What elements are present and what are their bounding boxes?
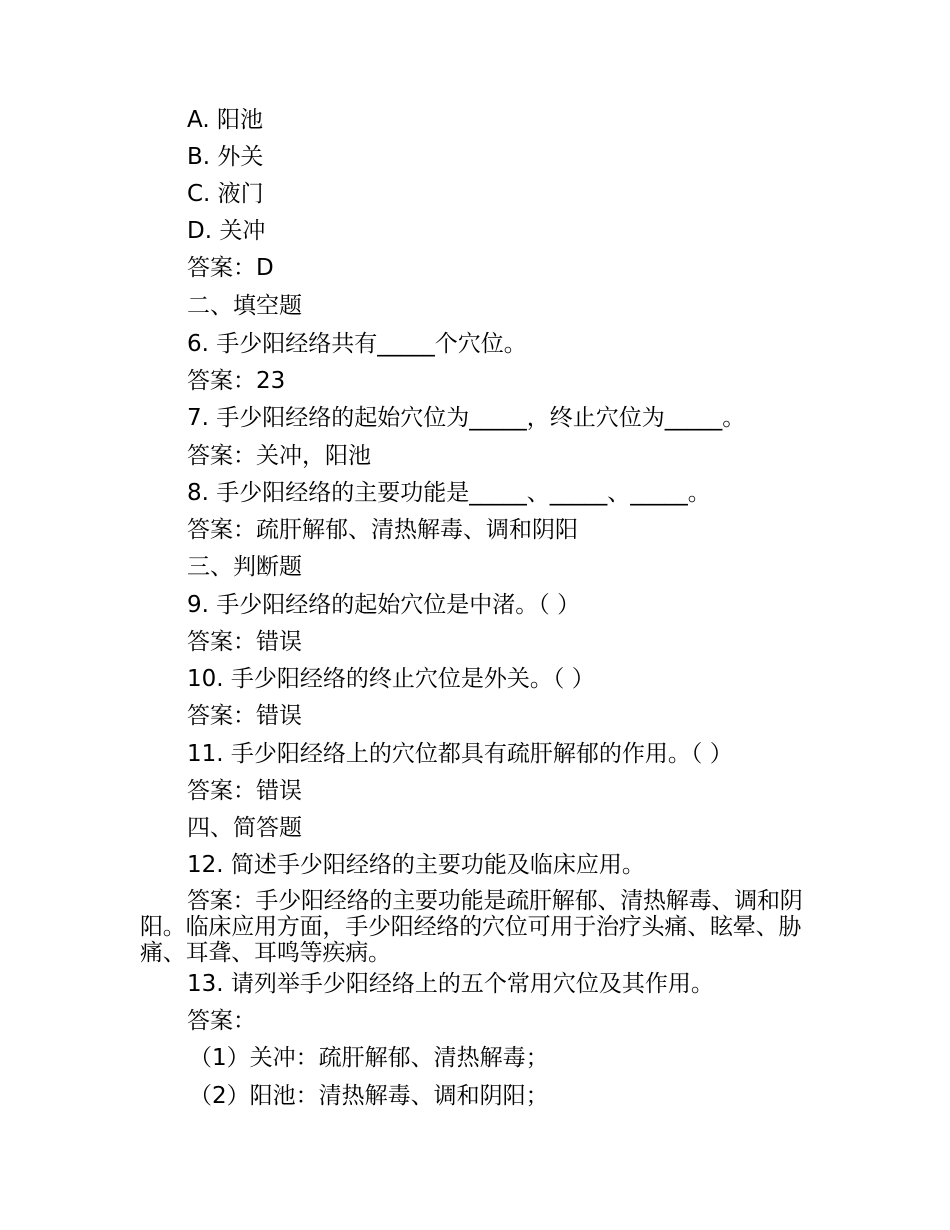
answer-5: 答案：D [187,255,274,281]
option-c: C. 液门 [187,181,264,207]
question-6: 6. 手少阳经络共有_____个穴位。 [187,331,527,357]
answer-6: 答案：23 [187,368,286,394]
answer-13-item-2: （2）阳池：清热解毒、调和阴阳； [189,1083,549,1109]
answer-7: 答案：关冲，阳池 [187,443,371,469]
section-heading-short-answer: 四、简答题 [187,815,302,841]
answer-10: 答案：错误 [187,703,302,729]
question-9: 9. 手少阳经络的起始穴位是中渚。（ ） [187,592,581,618]
answer-9: 答案：错误 [187,629,302,655]
answer-11: 答案：错误 [187,778,302,804]
answer-8: 答案：疏肝解郁、清热解毒、调和阴阳 [187,517,578,543]
option-d: D. 关冲 [187,218,266,244]
section-heading-true-false: 三、判断题 [187,554,302,580]
section-heading-fill-blank: 二、填空题 [187,293,302,319]
question-7: 7. 手少阳经络的起始穴位为_____，终止穴位为_____。 [187,405,746,431]
answer-13-item-1: （1）关冲：疏肝解郁、清热解毒； [189,1045,549,1071]
question-11: 11. 手少阳经络上的穴位都具有疏肝解郁的作用。（ ） [187,741,733,767]
option-b: B. 外关 [187,144,264,170]
question-10: 10. 手少阳经络的终止穴位是外关。（ ） [187,666,595,692]
question-12: 12. 简述手少阳经络的主要功能及临床应用。 [187,852,645,878]
question-8: 8. 手少阳经络的主要功能是_____、_____、_____。 [187,480,711,506]
answer-13-label: 答案： [187,1008,256,1034]
question-13: 13. 请列举手少阳经络上的五个常用穴位及其作用。 [187,971,714,997]
option-a: A. 阳池 [187,107,263,133]
answer-12-paragraph: 答案：手少阳经络的主要功能是疏肝解郁、清热解毒、调和阴阳。临床应用方面，手少阳经络的穴位可用于治疗头痛、眩晕、胁痛、耳聋、耳鸣等疾病。 [140,888,803,966]
